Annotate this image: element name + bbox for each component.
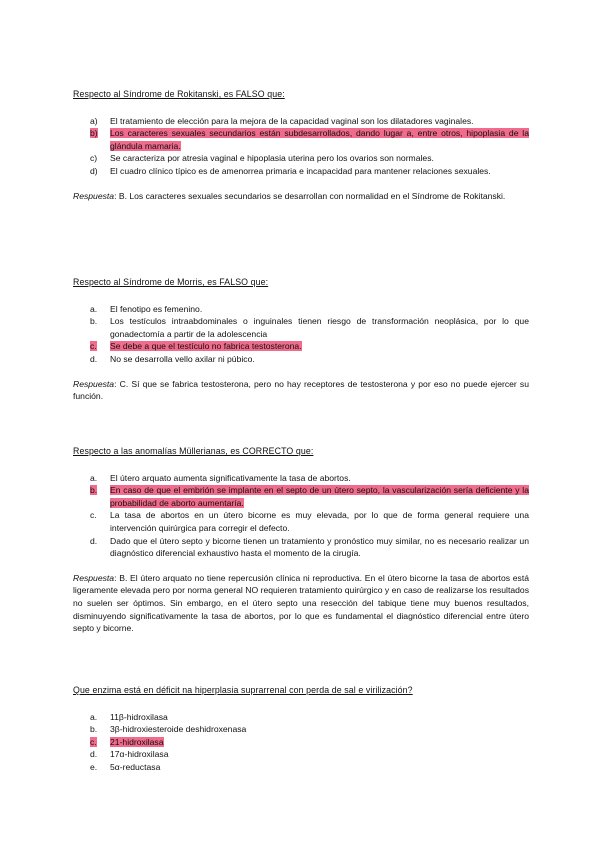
answer-text: : B. Los caracteres sexuales secundarios se desarrollan con normalidad en el Síndrome de Rokitanski.: [114, 190, 506, 201]
option-letter: b): [90, 128, 98, 139]
option-letter: d): [90, 165, 98, 176]
answer-paragraph: [73, 378, 529, 403]
answer-text: : B. El útero arquato no tiene repercusión clínica ni reproductiva. En el útero bicorne la tasa de abortos está ligeramente elevada pero por norma general NO requieren tratamiento quirúrgico y en caso de realizarse los resultados no suelen ser óptimos. Sin embargo, en el útero septo una resección del tabique tiene muy buenos resultados, disminuyendo significativamente la tasa de abortos, por lo que es fundamental el diagnóstico diferencial entre útero septo y bicorne.: [73, 572, 529, 634]
option-letter: b.: [90, 485, 98, 496]
option-text: El fenotipo es femenino.: [110, 303, 203, 314]
option-letter: c): [90, 153, 98, 164]
option-item-highlighted: [73, 484, 529, 509]
option-item: [73, 115, 529, 128]
options-list: [73, 711, 529, 774]
option-letter: d.: [90, 749, 98, 760]
option-item: [73, 723, 529, 736]
answer-text: : C. Sí que se fabrica testosterona, pero no hay receptores de testosterona y por eso no puede ejercer su función.: [73, 378, 529, 402]
question-block: [73, 276, 529, 411]
question-title: Respecto a las anomalías Müllerianas, es CORRECTO que:: [73, 446, 314, 456]
option-text: Los testículos intraabdominales o inguinales tienen riesgo de transformación neoplásica, por lo que gonadectomía a partir de la adolescencia: [110, 316, 529, 339]
option-item: [73, 353, 529, 366]
option-letter: a.: [90, 303, 98, 314]
option-item: [73, 711, 529, 724]
option-text: Dado que el útero septo y bicorne tienen un tratamiento y pronóstico muy similar, no es necesario realizar un diagnóstico diferencial exhaustivo hasta el momento de la cirugía.: [110, 535, 529, 559]
option-text: Se debe a que el testículo no fabrica testosterona.: [110, 341, 302, 352]
question-title: Que enzima está en déficit na hiperplasia suprarrenal con perda de sal e virilización?: [73, 685, 413, 695]
option-letter: b.: [90, 316, 98, 327]
option-item: [73, 315, 529, 340]
question-block: [73, 684, 529, 774]
option-text: 11β-hidroxilasa: [110, 711, 168, 722]
option-text: No se desarrolla vello axilar ni púbico.: [110, 353, 255, 364]
option-letter: a.: [90, 711, 98, 722]
answer-paragraph: [73, 572, 529, 635]
option-item: [73, 303, 529, 316]
option-letter: d.: [90, 353, 98, 364]
option-letter: a.: [90, 472, 98, 483]
option-letter: c.: [90, 510, 97, 521]
options-list: [73, 303, 529, 366]
options-list: [73, 115, 529, 178]
option-item: [73, 509, 529, 534]
option-letter: d.: [90, 535, 98, 546]
option-text: Se caracteriza por atresia vaginal e hipoplasia uterina pero los ovarios son normales.: [110, 153, 434, 164]
option-text: Los caracteres sexuales secundarios están subdesarrollados, dando lugar a, entre otros, hipoplasia de la glándula mamaria.: [110, 128, 529, 151]
option-text: El cuadro clínico típico es de amenorrea primaria e incapacidad para mantener relaciones sexuales.: [110, 165, 491, 176]
option-item: [73, 535, 529, 560]
option-text: 17α-hidroxilasa: [110, 749, 169, 760]
option-text: El tratamiento de elección para la mejora de la capacidad vaginal son los dilatadores vaginales.: [110, 115, 474, 126]
question-block: [73, 445, 529, 643]
option-text: 21-hidroxilasa: [110, 736, 164, 747]
option-text: El útero arquato aumenta significativamente la tasa de abortos.: [110, 472, 351, 483]
option-text: 5α-reductasa: [110, 761, 161, 772]
option-text: 3β-hidroxiesteroide deshidroxenasa: [110, 724, 247, 735]
option-letter: a): [90, 115, 98, 126]
answer-paragraph: [73, 190, 529, 203]
question-block: [73, 88, 529, 211]
answer-label: Respuesta: [73, 378, 115, 389]
option-item: [73, 165, 529, 178]
option-item-highlighted: [73, 736, 529, 749]
option-letter: b.: [90, 724, 98, 735]
answer-label: Respuesta: [73, 572, 115, 583]
option-letter: c.: [90, 736, 97, 747]
option-text: En caso de que el embrión se implante en el septo de un útero septo, la vascularización sería deficiente y la probabilidad de aborto aumentaría.: [110, 485, 529, 508]
option-text: La tasa de abortos en un útero bicorne es muy elevada, por lo que de forma general requiere una intervención quirúrgica para corregir el defecto.: [110, 510, 529, 533]
option-item: [73, 152, 529, 165]
answer-label: Respuesta: [73, 190, 115, 201]
question-title: Respecto al Síndrome de Rokitanski, es FALSO que:: [73, 89, 285, 99]
options-list: [73, 472, 529, 560]
option-letter: c.: [90, 341, 97, 352]
option-item: [73, 761, 529, 774]
option-item: [73, 748, 529, 761]
option-item-highlighted: [73, 340, 529, 353]
question-title: Respecto al Síndrome de Morris, es FALSO que:: [73, 277, 269, 287]
option-letter: e.: [90, 761, 98, 772]
option-item: [73, 472, 529, 485]
option-item-highlighted: [73, 127, 529, 152]
